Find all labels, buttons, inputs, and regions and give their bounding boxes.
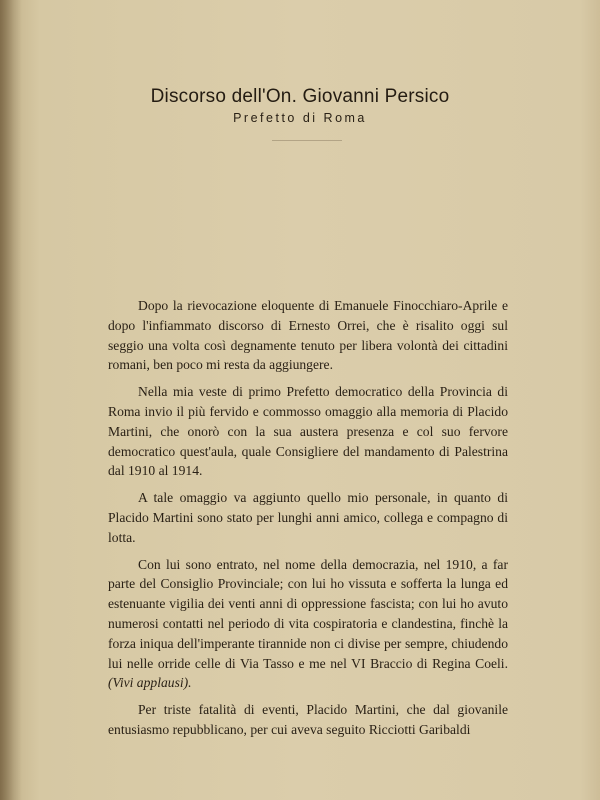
title-divider	[272, 140, 342, 141]
paragraph-4	[108, 555, 508, 694]
paragraph-3-text: A tale omaggio va aggiunto quello mio personale, in quanto di Placido Martini sono stato per lunghi anni amico, collega e compagno di lotta.	[108, 490, 508, 545]
paragraph-4-text: Con lui sono entrato, nel nome della democrazia, nel 1910, a far parte del Consiglio Provinciale; con lui ho vissuta e sofferta la lunga ed estenuante vigilia dei venti anni di oppressione fascista; con lui ho avuto numerosi contatti nel periodo di vita cospiratoria e clandestina, finchè la forza iniqua dell'imperante tirannide non ci divise per sempre, chiudendo lui nelle orride celle di Via Tasso e me nel VI Braccio di Regina Coeli.	[108, 556, 508, 671]
page-title: Discorso dell'On. Giovanni Persico	[150, 86, 450, 107]
paragraph-1-text: Dopo la rievocazione eloquente di Emanuele Finocchiaro-Aprile e dopo l'infiammato discorso di Ernesto Orrei, che è risalito oggi sul seggio una volta così degnamente tenuto per libera volontà dei cittadini romani, ben poco mi resta da aggiungere.	[108, 298, 508, 373]
page-subtitle: Prefetto di Roma	[233, 111, 367, 125]
paragraph-5-text: Per triste fatalità di eventi, Placido Martini, che dal giovanile entusiasmo repubblicano, per cui aveva seguito Ricciotti Garibaldi	[108, 702, 508, 737]
paragraph-1	[108, 296, 508, 375]
paragraph-5	[108, 700, 508, 740]
paragraph-2-text: Nella mia veste di primo Prefetto democratico della Provincia di Roma invio il più fervido e commosso omaggio alla memoria di Placido Martini, che onorò con la sua austera presenza e col suo fervore democratico quest'aula, quale Consigliere del mandamento di Palestrina dal 1910 al 1914.	[108, 384, 508, 479]
speech-body	[108, 296, 508, 747]
paragraph-3	[108, 488, 508, 547]
paragraph-2	[108, 382, 508, 481]
applause-note: (Vivi applausi).	[108, 675, 192, 691]
